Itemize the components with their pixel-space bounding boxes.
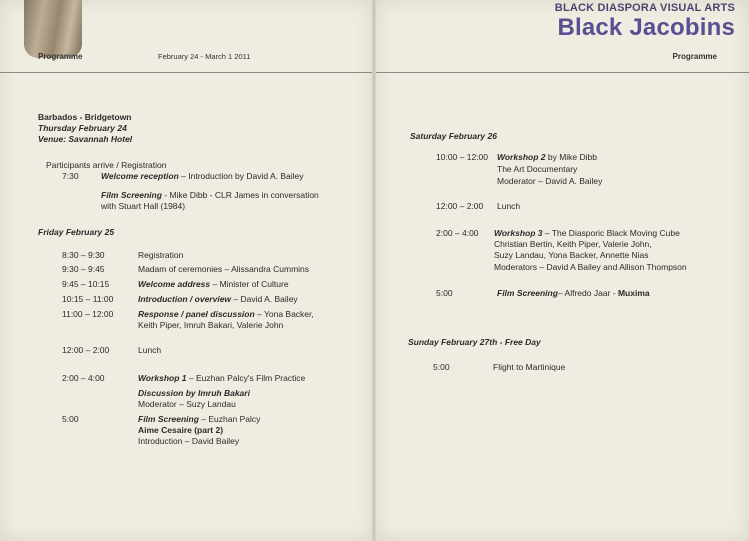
friday-screening-rest: – Euzhan Palcy [198,414,261,424]
thursday-heading: Thursday February 24 [38,123,127,133]
workshop-2-rest: by Mike Dibb [545,152,597,162]
brand-title: Black Jacobins [557,14,735,41]
welcome-rest: – Introduction by David A. Bailey [178,171,304,181]
time-row-6: 2:00 – 4:00 [62,373,105,383]
time-500-left: 5:00 [62,414,79,424]
city-heading: Barbados - Bridgetown [38,112,132,122]
workshop-2 [497,152,597,163]
row-1-text: Madam of ceremonies – Alissandra Cummins [138,264,310,274]
discussion-moderator: Moderator – Suzy Landau [138,399,236,409]
time-row-2: 9:45 – 10:15 [62,279,110,289]
workshop-3-line4: Moderators – David A Bailey and Allison Thompson [494,262,687,272]
venue-line: Venue: Savannah Hotel [38,134,133,144]
time-row-5: 12:00 – 2:00 [62,345,110,355]
row-4-text [138,309,314,320]
workshop-3-line3: Suzy Landau, Yona Backer, Annette Nias [494,250,649,260]
row-0-text: Registration [138,250,184,260]
welcome-title: Welcome reception [101,171,179,181]
row-6-title: Workshop 1 [138,373,187,383]
time-row-4: 11:00 – 12:00 [62,309,114,319]
time-row-1: 9:30 – 9:45 [62,264,105,274]
row-3-title: Introduction / overview [138,294,232,304]
time-row-0: 8:30 – 9:30 [62,250,105,260]
arrive-line: Participants arrive / Registration [46,160,167,170]
row-2-title: Welcome address [138,279,211,289]
workshop-3-rest: – The Diasporic Black Moving Cube [542,228,680,238]
programme-label-right: Programme [672,52,717,61]
row-4-title: Response / panel discussion [138,309,255,319]
time-row-3: 10:15 – 11:00 [62,294,114,304]
friday-screening [138,414,260,425]
workshop-3-line2: Christian Bertin, Keith Piper, Valerie John, [494,239,652,249]
thursday-screening [101,190,319,201]
row-6-text [138,373,305,384]
brand-subtitle: BLACK DIASPORA VISUAL ARTS [554,2,735,14]
workshop-2-title: Workshop 2 [497,152,546,162]
welcome-reception [101,171,304,182]
film-screening-right [497,288,650,299]
programme-label-left: Programme [38,52,83,61]
header-rule-right [376,72,749,73]
row-6-rest: – Euzhan Palcy's Film Practice [186,373,306,383]
workshop-2-line3: Moderator – David A. Bailey [497,176,603,186]
header-rule-left [0,72,372,73]
workshop-3 [494,228,680,239]
time-w2: 10:00 – 12:00 [436,152,488,162]
fs-right-title: Film Screening [497,288,558,298]
row-5-text: Lunch [138,345,162,355]
programme-dates: February 24 - March 1 2011 [158,52,251,61]
sunday-heading: Sunday February 27th - Free Day [408,337,541,347]
friday-heading: Friday February 25 [38,227,115,237]
sculpture-photo [24,0,82,58]
discussion-title: Discussion by Imruh Bakari [138,388,250,398]
time-w3: 2:00 – 4:00 [436,228,479,238]
row-2-rest: – Minister of Culture [210,279,289,289]
time-lunch-right: 12:00 – 2:00 [436,201,484,211]
right-page [376,0,749,541]
lunch-right: Lunch [497,201,521,211]
time-sunday: 5:00 [433,362,450,372]
row-3-text [138,294,298,305]
screening-rest: - Mike Dibb - CLR James in conversation [161,190,319,200]
friday-screening-title: Film Screening [138,414,199,424]
workshop-3-title: Workshop 3 [494,228,543,238]
saturday-heading: Saturday February 26 [410,131,497,141]
row-3-rest: – David A. Bailey [231,294,298,304]
flight-line: Flight to Martinique [493,362,566,372]
screening-line2: with Stuart Hall (1984) [101,201,186,211]
fs-right-name: Muxima [617,288,650,298]
row-4-rest: – Yona Backer, [254,309,314,319]
fs-right-rest: – Alfredo Jaar - [557,288,618,298]
workshop-2-line2: The Art Documentary [497,164,578,174]
time-730: 7:30 [62,171,79,181]
time-fs-right: 5:00 [436,288,453,298]
film-name: Aime Cesaire (part 2) [138,425,224,435]
row-2-text [138,279,289,290]
screening-title: Film Screening [101,190,162,200]
row-4-line2: Keith Piper, Imruh Bakari, Valerie John [138,320,284,330]
film-intro: Introduction – David Bailey [138,436,240,446]
left-page [0,0,372,541]
